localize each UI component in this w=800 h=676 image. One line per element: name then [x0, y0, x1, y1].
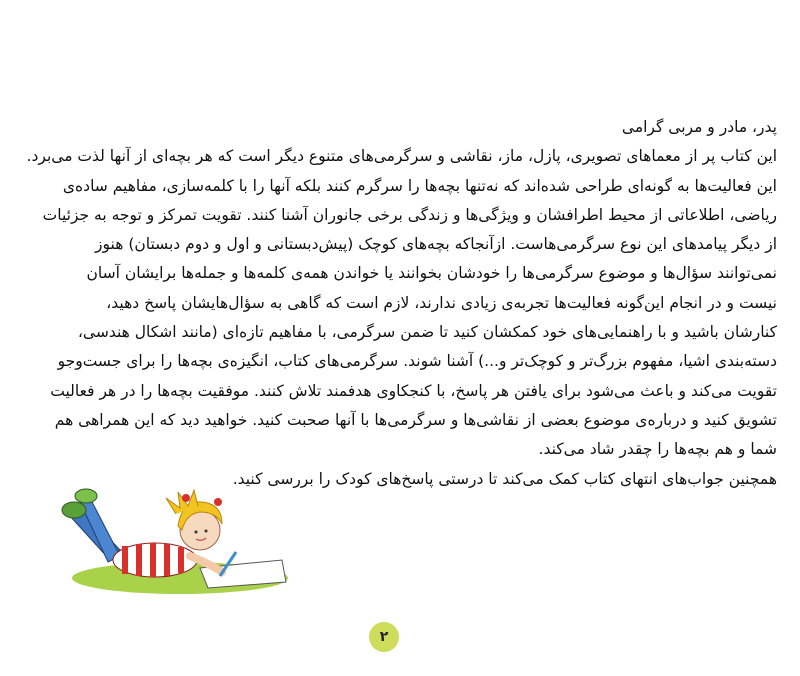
text-line: این فعالیت‌ها به گونه‌ای طراحی شده‌اند که نه‌تنها بچه‌ها را سرگرم کنند بلکه آنها را با کلمه‌سازی، مفاهیم ساده‌ی — [62, 176, 777, 195]
hair-bow — [182, 494, 190, 502]
greeting-line: پدر، مادر و مربی گرامی — [621, 118, 777, 136]
intro-text — [0, 113, 777, 494]
page-number: ۲ — [379, 629, 389, 645]
text-line: دسته‌بندی اشیا، مفهوم بزرگ‌تر و کوچک‌تر و...) آشنا شوند. سرگرمی‌های کتاب، انگیزه‌ی بچه‌ها را برای جست‌وجو — [57, 352, 777, 371]
text-line: کنارشان باشید و با راهنمایی‌های خود کمکشان کنید تا ضمن سرگرمی، با مفاهیم تازه‌ای (مانند اشکال هندسی، — [77, 323, 777, 342]
text-line: شما و هم بچه‌ها را چقدر شاد می‌کند. — [538, 440, 777, 459]
text-line: از دیگر پیامدهای این نوع سرگرمی‌هاست. ازآنجاکه بچه‌های کوچک (پیش‌دبستانی و اول و دوم دبستان) هنوز — [95, 235, 777, 254]
shoe — [62, 502, 86, 518]
text-line: تشویق کنید و درباره‌ی موضوع بعضی از نقاشی‌ها و سرگرمی‌ها با آنها صحبت کنید. خواهید دید که این همراهی هم — [54, 410, 777, 429]
text-line: نمی‌توانند سؤال‌ها و موضوع سرگرمی‌ها را خودشان بخوانند یا خواندن همه‌ی کلمه‌ها و جمله‌ها برایشان آسان — [86, 264, 777, 283]
page-number-badge — [369, 622, 399, 652]
girl-drawing-illustration — [50, 468, 290, 598]
text-line: این کتاب پر از معماهای تصویری، پازل، ماز، نقاشی و سرگرمی‌های متنوع دیگر است که هر بچه‌ای از آنها لذت می‌برد. — [26, 147, 777, 166]
text-line: همچنین جواب‌های انتهای کتاب کمک می‌کند تا درستی پاسخ‌های کودک را بررسی کنید. — [232, 469, 777, 488]
text-line: نیست و در انجام این‌گونه فعالیت‌ها تجربه‌ی زیادی ندارند، لازم است که گاهی به سؤال‌هایشان پاسخ دهید، — [106, 293, 777, 312]
text-line: ریاضی، اطلاعاتی از محیط اطرافشان و ویژگی‌ها و زندگی برخی جانوران آشنا کنند. تقویت تمرکز و توجه به جزئیات — [42, 205, 777, 224]
text-line: تقویت می‌کند و باعث می‌شود برای یافتن هر پاسخ، با کنجکاوی هدفمند تلاش کنند. موفقیت بچه‌ها را در هر فعالیت — [50, 381, 777, 400]
